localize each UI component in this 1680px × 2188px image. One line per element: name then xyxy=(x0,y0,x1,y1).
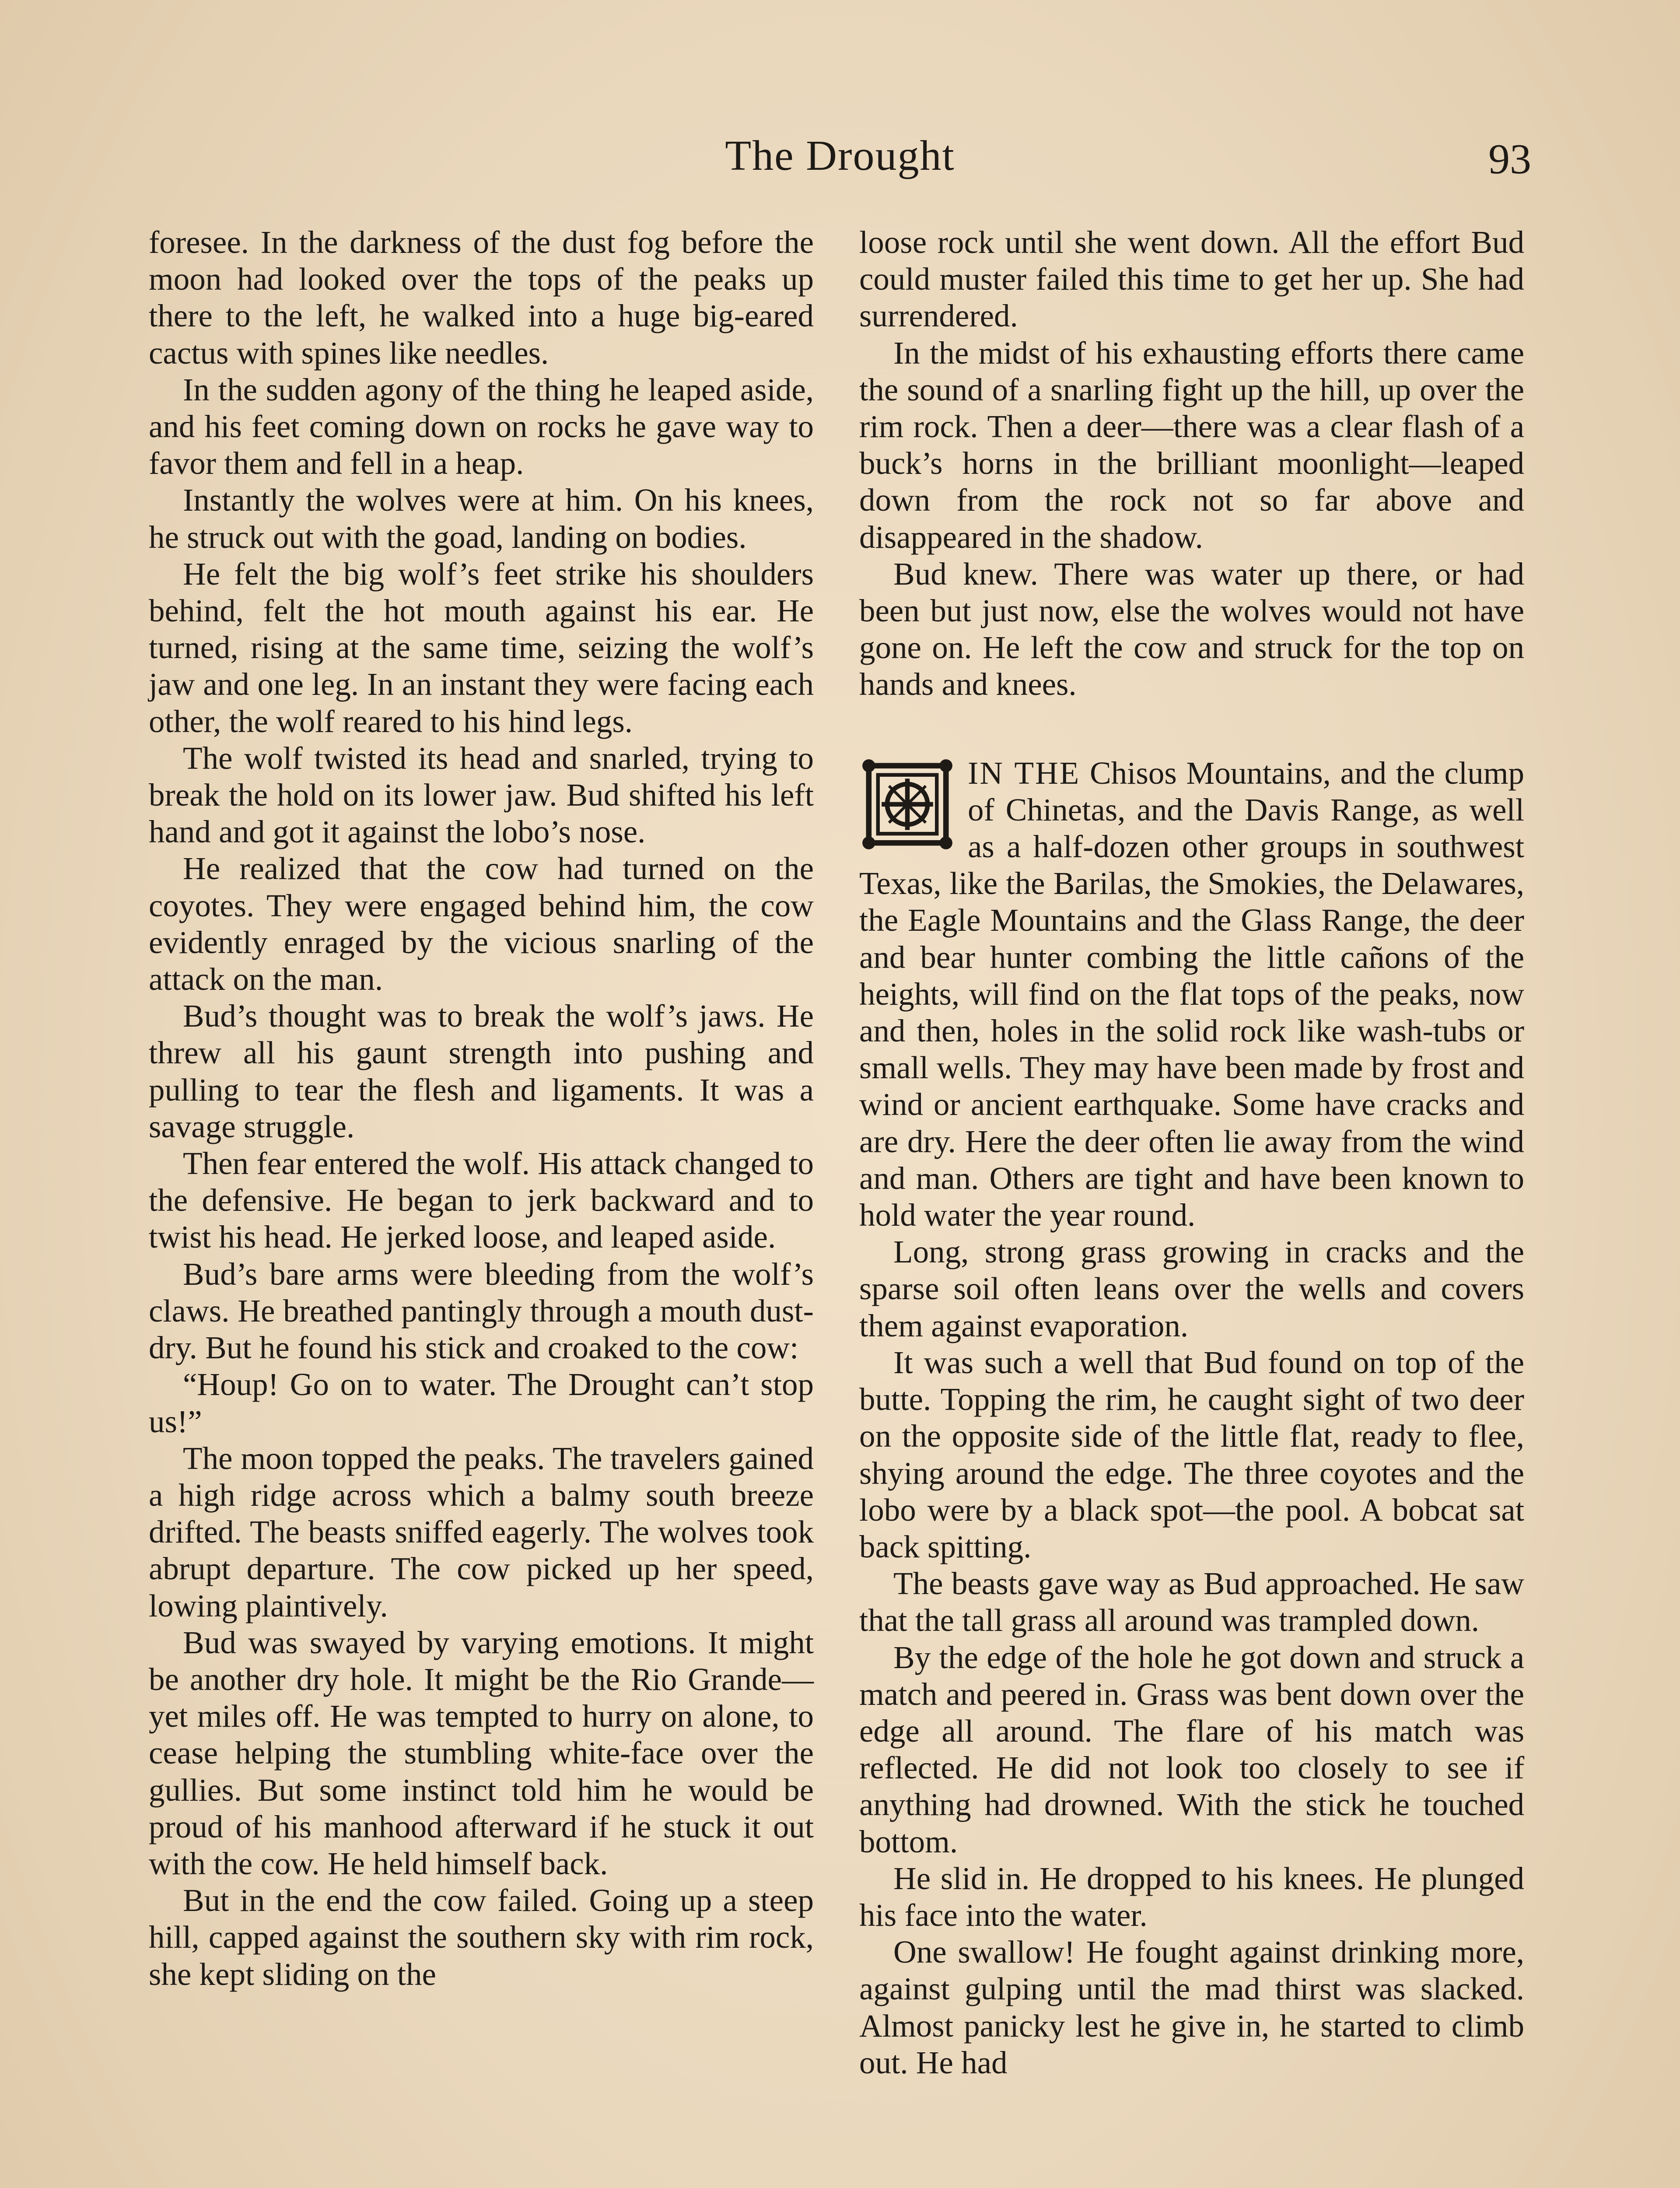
running-head xyxy=(0,131,1680,188)
paragraph: “Houp! Go on to water. The Drought can’t stop us!” xyxy=(149,1367,814,1439)
page-number: 93 xyxy=(1488,136,1531,183)
left-column xyxy=(149,224,814,1993)
paragraph: The wolf twisted its head and snarled, trying to break the hold on its lower jaw. Bud shifted his left hand and got it against the lobo’s nose. xyxy=(149,740,814,850)
paragraph: Bud was swayed by varying emotions. It might be another dry hole. It might be the Rio Grande—yet miles off. He was tempted to hurry on alone, to cease helping the stumbling white-face over the gullies. But some instinct told him he would be proud of his manhood afterward if he stuck it out with the cow. He held himself back. xyxy=(149,1624,814,1881)
paragraph: Bud’s thought was to break the wolf’s jaws. He threw all his gaunt strength into pushing and pulling to tear the flesh and ligaments. It was a savage struggle. xyxy=(149,998,814,1144)
right-column xyxy=(859,224,1524,2081)
paragraph: Long, strong grass growing in cracks and the sparse soil often leans over the wells and covers them against evaporation. xyxy=(859,1234,1524,1343)
paragraph: It was such a well that Bud found on top of the butte. Topping the rim, he caught sight of two deer on the opposite side of the little flat, ready to flee, shying around the edge. The three coyotes and the lobo were by a black spot—the pool. A bobcat sat back spitting. xyxy=(859,1344,1524,1564)
celtic-knot-ornament-icon xyxy=(859,758,956,850)
paragraph: By the edge of the hole he got down and struck a match and peered in. Grass was bent down over the edge all around. The flare of his match was reflected. He did not look too closely to see if anything had drowned. With the stick he touched bottom. xyxy=(859,1639,1524,1859)
paragraph: The moon topped the peaks. The travelers gained a high ridge across which a balmy south breeze drifted. The beasts sniffed eagerly. The wolves took abrupt departure. The cow picked up her speed, lowing plaintively. xyxy=(149,1440,814,1623)
section-lead-in: IN THE xyxy=(968,755,1081,791)
paragraph: He felt the big wolf’s feet strike his shoulders behind, felt the hot mouth against his ear. He turned, rising at the same time, seizing the wolf’s jaw and one leg. In an instant they were facing each other, the wolf reared to his hind legs. xyxy=(149,556,814,739)
paragraph: Instantly the wolves were at him. On his knees, he struck out with the goad, landing on bodies. xyxy=(149,482,814,555)
paragraph: In the sudden agony of the thing he leaped aside, and his feet coming down on rocks he gave way to favor them and fell in a heap. xyxy=(149,372,814,481)
section-first-paragraph xyxy=(859,755,1524,1234)
paragraph: loose rock until she went down. All the effort Bud could muster failed this time to get her up. She had surrendered. xyxy=(859,224,1524,334)
paragraph: He slid in. He dropped to his knees. He plunged his face into the water. xyxy=(859,1860,1524,1933)
paragraph: Bud’s bare arms were bleeding from the wolf’s claws. He breathed pantingly through a mouth dust-dry. But he found his stick and croaked to the cow: xyxy=(149,1256,814,1366)
paragraph: One swallow! He fought against drinking more, against gulping until the mad thirst was slacked. Almost panicky lest he give in, he started to climb out. He had xyxy=(859,1934,1524,2080)
section-start xyxy=(859,755,1524,1234)
paragraph: Bud knew. There was water up there, or had been but just now, else the wolves would not have gone on. He left the cow and struck for the top on hands and knees. xyxy=(859,556,1524,702)
paragraph: Then fear entered the wolf. His attack changed to the defensive. He began to jerk backward and to twist his head. He jerked loose, and leaped aside. xyxy=(149,1146,814,1255)
paragraph: But in the end the cow failed. Going up a steep hill, capped against the southern sky with rim rock, she kept sliding on the xyxy=(149,1883,814,1992)
paragraph: The beasts gave way as Bud approached. He saw that the tall grass all around was trampled down. xyxy=(859,1566,1524,1638)
section-first-paragraph-text: Chisos Mountains, and the clump of Chinetas, and the Davis Range, as well as a half-dozen other groups in southwest Texas, like the Barilas, the Smokies, the Delawares, the Eagle Mountains and the Glass Range, the deer and bear hunter combing the little cañons of the heights, will find on the flat tops of the peaks, now and then, holes in the solid rock like wash-tubs or small wells. They may have been made by frost and wind or ancient earthquake. Some have cracks and are dry. Here the deer often lie away from the wind and man. Others are tight and have been known to hold water the year round. xyxy=(859,755,1524,1233)
paragraph: He realized that the cow had turned on the coyotes. They were engaged behind him, the cow evidently enraged by the vicious snarling of the attack on the man. xyxy=(149,851,814,997)
page-title: The Drought xyxy=(725,132,955,179)
paragraph: foresee. In the darkness of the dust fog before the moon had looked over the tops of the peaks up there to the left, he walked into a huge big-eared cactus with spines like needles. xyxy=(149,224,814,371)
paragraph: In the midst of his exhausting efforts there came the sound of a snarling fight up the hill, up over the rim rock. Then a deer—there was a clear flash of a buck’s horns in the brilliant moonlight—leaped down from the rock not so far above and disappeared in the shadow. xyxy=(859,335,1524,555)
